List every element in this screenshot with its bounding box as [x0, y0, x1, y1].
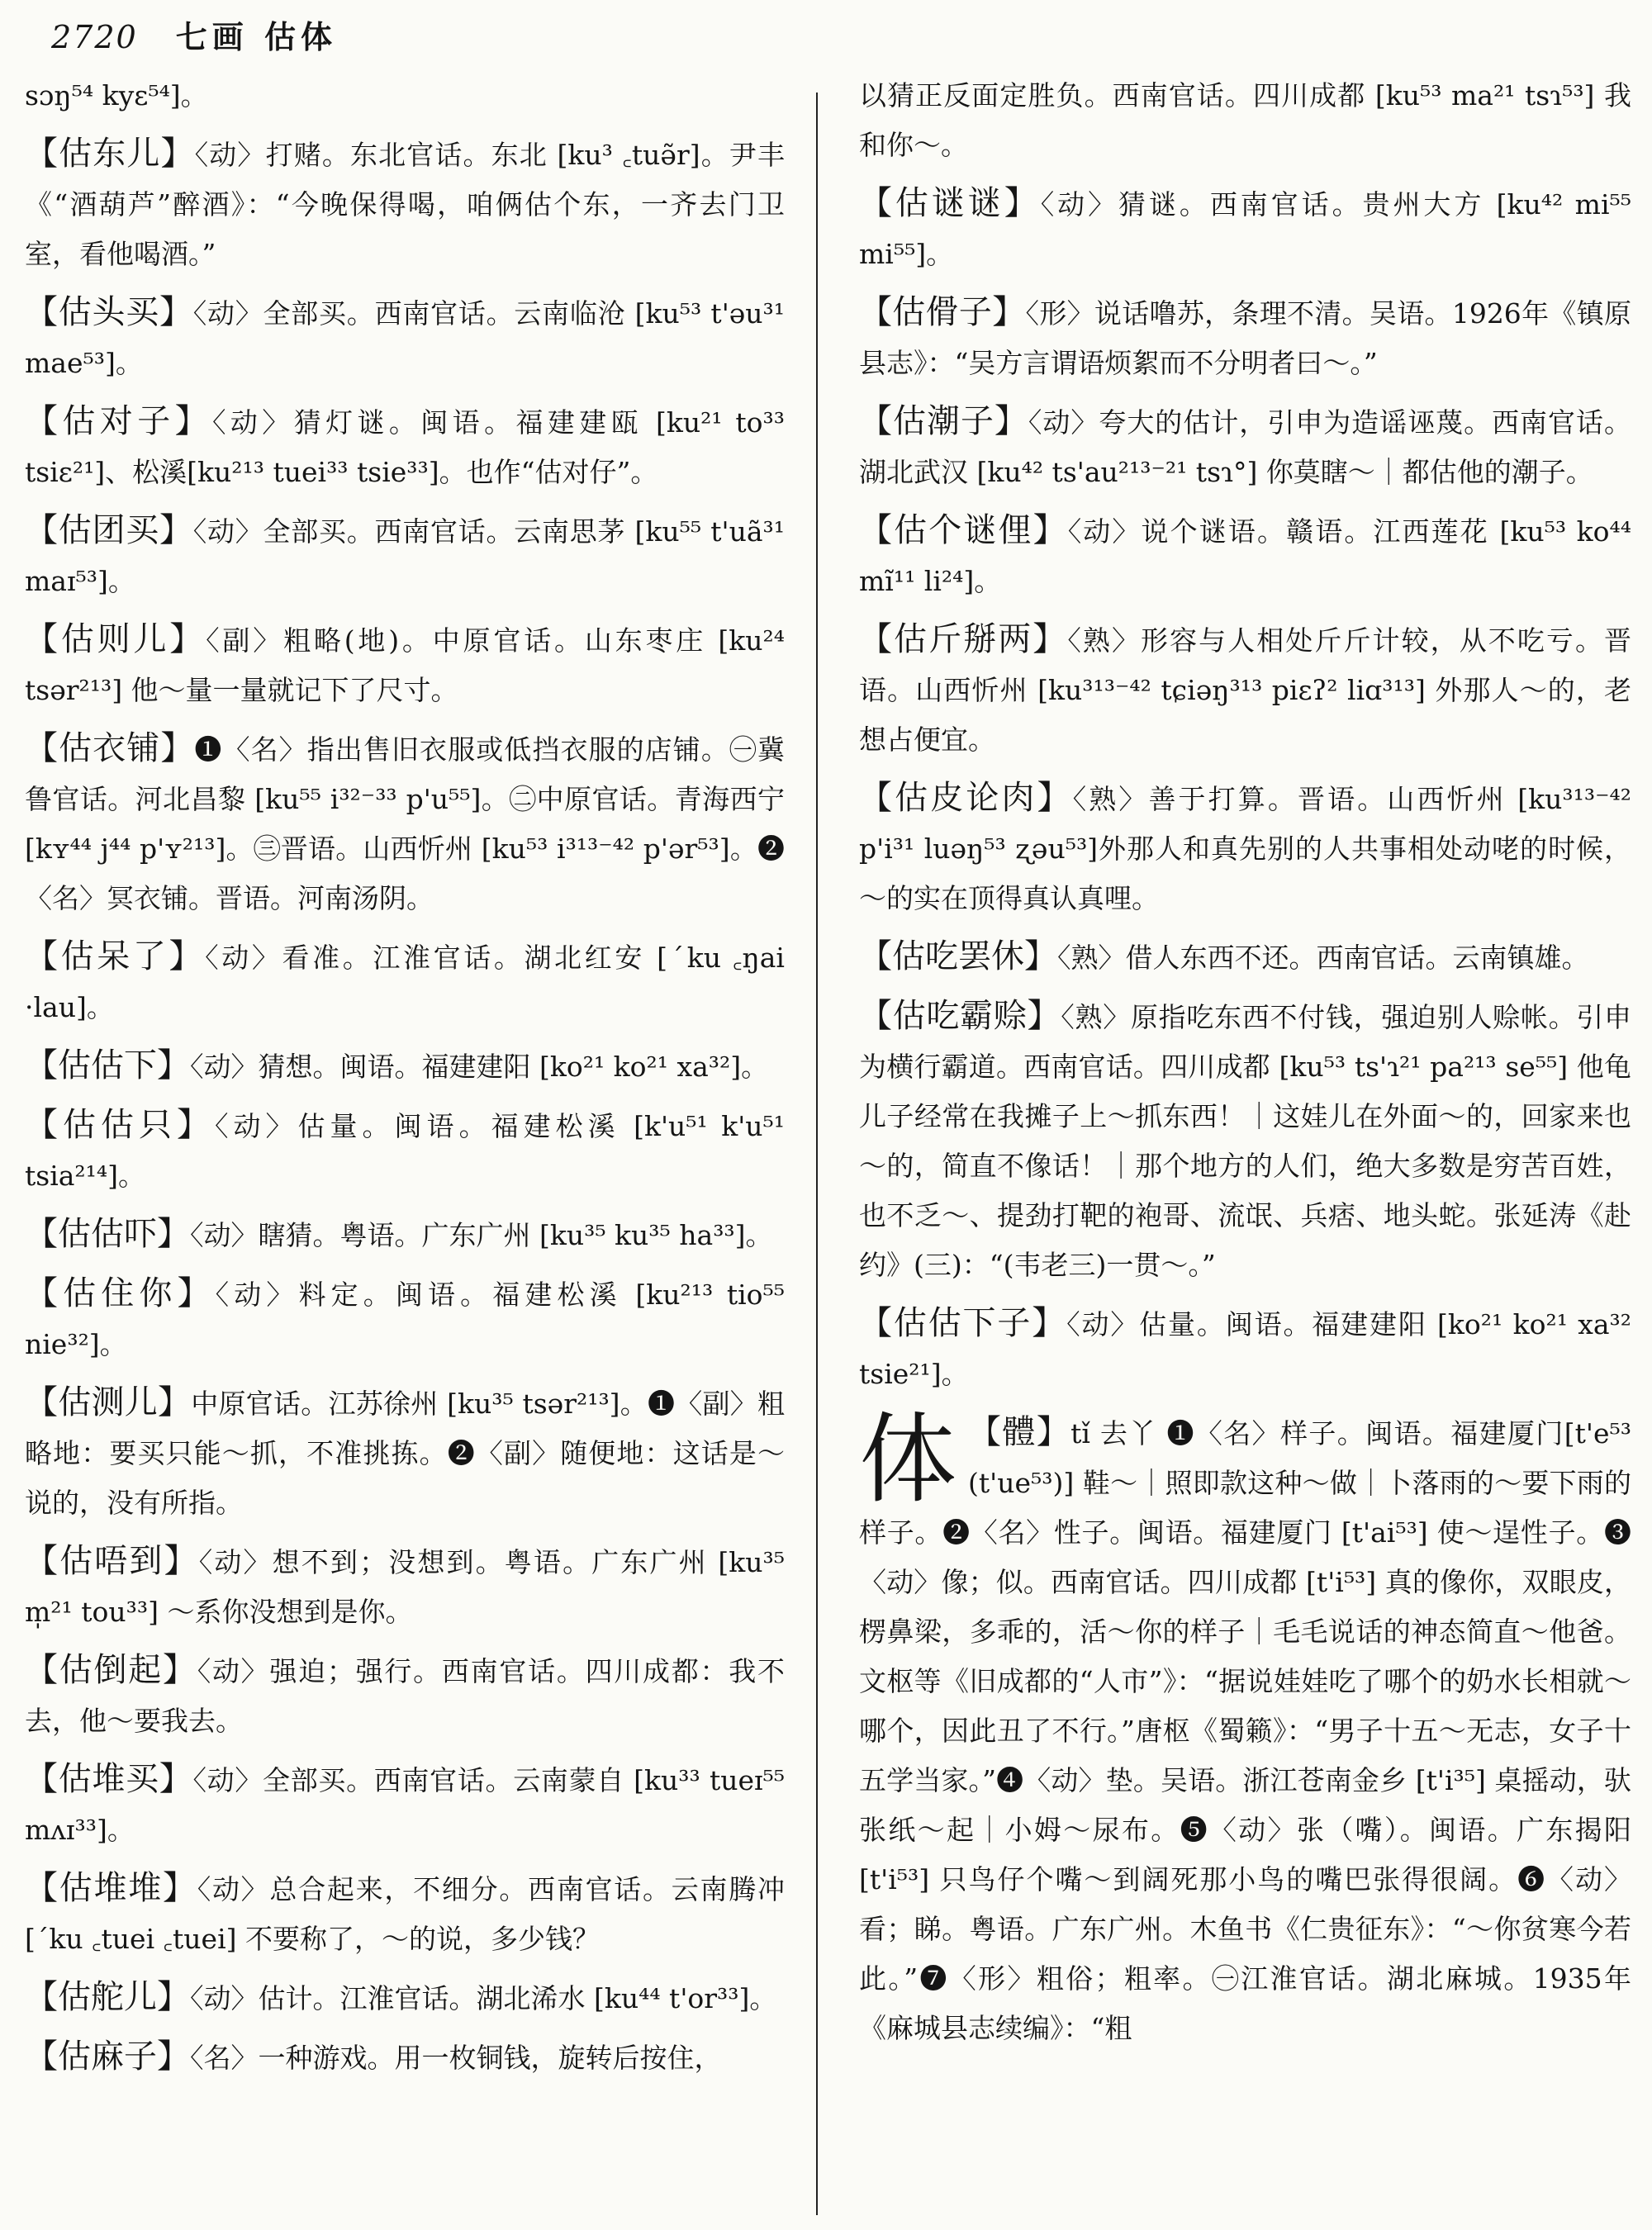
definition-text: 〈名〉一种游戏。用一枚铜钱，旋转后按住，: [190, 2042, 722, 2074]
dictionary-entry: [25, 1269, 785, 1369]
headword: 【估堆买】: [25, 1760, 193, 1798]
dictionary-entry: [25, 724, 785, 923]
headword: 【估堆堆】: [25, 1869, 197, 1907]
dictionary-entry: [25, 1536, 785, 1637]
dictionary-entry: [25, 505, 785, 606]
headword: 【估谜谜】: [859, 184, 1041, 222]
definition-text: 〈动〉猜想。闽语。福建建阳 [ko²¹ ko²¹ xa³²]。: [190, 1051, 769, 1083]
definition-text: 〈动〉估计。江淮官话。湖北浠水 [ku⁴⁴ t'or³³]。: [190, 1982, 777, 2014]
dictionary-entry: [859, 1298, 1631, 1399]
dictionary-entry: [25, 1209, 785, 1260]
dictionary-entry: [25, 287, 785, 388]
definition-text: 〈动〉看准。江淮官话。湖北红安 [ˊku ꜀ŋai ·lau]。: [25, 942, 785, 1023]
headword: 【估皮论肉】: [859, 779, 1073, 817]
dictionary-entry: [25, 129, 785, 279]
definition-text: tǐ 去丫 ❶〈名〉样子。闽语。福建厦门[t'e⁵³ (t'ue⁵³)] 鞋～｜照即款这种～做｜卜落雨的～要下雨的样子。❷〈名〉性子。闽语。福建厦门 [t'ai⁵³] 使～逞性子。❸〈动〉像；似。西南官话。四川成都 [t'i⁵³] 真的像你，双眼皮，楞鼻梁，多乖的，活～你的样子｜毛毛说话的神态简直～他爸。文枢等《旧成都的“人市”》：“据说娃娃吃了哪个的奶水长相就～哪个，因此丑了不行。”唐枢《蜀籁》：“男子十五～无志，女子十五学当家。”❹〈动〉垫。吴语。浙江苍南金乡 [t'i³⁵] 桌摇动，驮张纸～起｜小姆～尿布。❺〈动〉张（嘴）。闽语。广东揭阳 [t'i⁵³] 只鸟仔个嘴～到阔死那小鸟的嘴巴张得很阔。❻〈动〉看；睇。粤语。广东广州。木鱼书《仁贵征东》：“～你贫寒今若此。”❼〈形〉粗俗；粗率。㊀江淮官话。湖北麻城。1935年《麻城县志续编》：“粗: [859, 1417, 1631, 2044]
headword: 【估吃罢休】: [859, 937, 1057, 975]
dictionary-entry: [25, 1863, 785, 1964]
headword: 【估潮子】: [859, 402, 1028, 440]
dictionary-entry: [859, 932, 1631, 983]
dictionary-entry: [25, 1754, 785, 1855]
headword: 【估个谜俚】: [859, 511, 1068, 549]
definition-text: 〈熟〉善于打算。晋语。山西忻州 [ku³¹³⁻⁴² p'i³¹ luəŋ⁵³ ʐəu⁵³]外那人和真先别的人共事相处动咾的时候，～的实在顶得真认真哩。: [859, 783, 1631, 914]
definition-text: 〈形〉说话噜苏，条理不清。吴语。1926年《镇原县志》：“吴方言谓语烦絮而不分明者曰～。”: [859, 297, 1631, 379]
dictionary-entry: [859, 178, 1631, 279]
headword: 【估对子】: [25, 402, 212, 440]
definition-text: 〈动〉猜谜。西南官话。贵州大方 [ku⁴² mi⁵⁵ mi⁵⁵]。: [859, 188, 1631, 270]
left-column: [25, 71, 785, 2218]
definition-text: 〈熟〉借人东西不还。西南官话。云南镇雄。: [1057, 942, 1589, 974]
headword: 【估吃霸赊】: [859, 997, 1061, 1035]
headword: 【估估下子】: [859, 1304, 1067, 1342]
dictionary-entry: [25, 1378, 785, 1528]
right-column: [859, 71, 1631, 2218]
definition-text: sɔŋ⁵⁴ kyɛ⁵⁴]。: [25, 79, 208, 112]
headword: 【估估只】: [25, 1106, 216, 1144]
dictionary-entry: [859, 614, 1631, 765]
headword: 【估麻子】: [25, 2038, 190, 2076]
dictionary-entry: [25, 1645, 785, 1746]
definition-text: 〈动〉全部买。西南官话。云南临沧 [ku⁵³ t'əu³¹ mae⁵³]。: [25, 297, 785, 379]
definition-text: 〈动〉说个谜语。赣语。江西莲花 [ku⁵³ ko⁴⁴ mĩ¹¹ li²⁴]。: [859, 515, 1631, 597]
dictionary-entry: [859, 287, 1631, 388]
definition-text: 中原官话。江苏徐州 [ku³⁵ tsər²¹³]。❶〈副〉粗略地：要买只能～抓，不准挑拣。❷〈副〉随便地：这话是～说的，没有所指。: [25, 1388, 785, 1519]
headword: 【估东儿】: [25, 135, 195, 173]
entry-character: 体: [859, 1402, 957, 1516]
dictionary-entry: [25, 614, 785, 715]
headword: 【估衣铺】: [25, 729, 195, 767]
definition-text: 〈动〉想不到；没想到。粤语。广东广州 [ku³⁵ m̩²¹ tou³³] ～系你没想到是你。: [25, 1546, 785, 1628]
headword: 【估估吓】: [25, 1215, 190, 1253]
headword: 【估住你】: [25, 1274, 216, 1312]
definition-text: 〈动〉全部买。西南官话。云南蒙自 [ku³³ tueɪ⁵⁵ mʌɪ³³]。: [25, 1764, 785, 1846]
headword: 【體】: [968, 1413, 1071, 1451]
headword: 【估头买】: [25, 293, 193, 331]
running-head: 七画 估体: [175, 18, 337, 55]
definition-text: 〈动〉打赌。东北官话。东北 [ku³ ꜀tuə̃r]。尹丰《“酒葫芦”醉酒》：“今晚保得喝，咱俩估个东，一齐去门卫室，看他喝酒。”: [25, 139, 785, 270]
definition-text: 〈动〉估量。闽语。福建建阳 [ko²¹ ko²¹ xa³² tsie²¹]。: [859, 1308, 1631, 1390]
definition-text: 〈动〉料定。闽语。福建松溪 [ku²¹³ tio⁵⁵ nie³²]。: [25, 1279, 785, 1360]
headword: 【估呆了】: [25, 937, 206, 975]
dictionary-entry: [25, 396, 785, 497]
dictionary-entry: [25, 1041, 785, 1092]
headword: 【估倒起】: [25, 1651, 197, 1689]
definition-text: 〈副〉粗略(地)。中原官话。山东枣庄 [ku²⁴ tsər²¹³] 他～量一量就记下了尺寸。: [25, 624, 785, 706]
definition-text: 〈动〉总合起来，不细分。西南官话。云南腾冲 [ˊku ꜀tuei ꜀tuei] 不要称了，～的说，多少钱？: [25, 1873, 785, 1955]
headword: 【估测儿】: [25, 1383, 192, 1421]
column-divider: [816, 93, 818, 2215]
headword: 【估估下】: [25, 1046, 190, 1084]
headword: 【估团买】: [25, 511, 193, 549]
dictionary-entry: [25, 932, 785, 1032]
headword: 【估则儿】: [25, 620, 206, 658]
definition-text: 〈动〉强迫；强行。西南官话。四川成都：我不去，他～要我去。: [25, 1655, 785, 1737]
definition-text: 〈熟〉原指吃东西不付钱，强迫别人赊帐。引申为横行霸道。西南官话。四川成都 [ku⁵³ ts'ɿ²¹ pa²¹³ se⁵⁵] 他龟儿子经常在我摊子上～抓东西！｜这娃儿在外面～的，回家来也～的，简直不像话！｜那个地方的人们，绝大多数是穷苦百姓，也不乏～、提劲打靶的袍哥、流氓、兵痞、地头蛇。张延涛《赴约》(三)：“(韦老三)一贯～。”: [859, 1001, 1631, 1281]
dictionary-entry: [859, 505, 1631, 606]
definition-text: 〈动〉夸大的估计，引申为造谣诬蔑。西南官话。湖北武汉 [ku⁴² ts'au²¹³⁻²¹ tsɿ°] 你莫瞎～｜都估他的潮子。: [859, 406, 1631, 488]
dictionary-entry: [25, 1972, 785, 2024]
headword: 【估傦子】: [859, 293, 1026, 331]
page-header: [51, 12, 1621, 69]
page-number: 2720: [51, 19, 138, 55]
definition-text: 〈动〉猜灯谜。闽语。福建建瓯 [ku²¹ to³³ tsiɛ²¹]、松溪[ku²¹³ tuei³³ tsie³³]。也作“估对仔”。: [25, 406, 785, 488]
definition-text: 以猜正反面定胜负。西南官话。四川成都 [ku⁵³ ma²¹ tsɿ⁵³] 我和你～。: [859, 79, 1631, 161]
dictionary-entry: [25, 1100, 785, 1201]
dictionary-entry: [25, 71, 785, 121]
dictionary-entry: [25, 2032, 785, 2083]
definition-text: 〈动〉估量。闽语。福建松溪 [k'u⁵¹ k'u⁵¹ tsia²¹⁴]。: [25, 1110, 785, 1192]
dictionary-entry: [859, 71, 1631, 170]
dictionary-entry: [859, 396, 1631, 497]
definition-text: ❶〈名〉指出售旧衣服或低挡衣服的店铺。㊀冀鲁官话。河北昌黎 [ku⁵⁵ i³²⁻³³ p'u⁵⁵]。㊁中原官话。青海西宁 [kʏ⁴⁴ j⁴⁴ p'ʏ²¹³]。㊂晋语。山西忻州 [ku⁵³ i³¹³⁻⁴² p'ər⁵³]。❷〈名〉冥衣铺。晋语。河南汤阴。: [25, 733, 785, 914]
definition-text: 〈熟〉形容与人相处斤斤计较，从不吃亏。晋语。山西忻州 [ku³¹³⁻⁴² tɕiəŋ³¹³ piɛʔ² liɑ³¹³] 外那人～的，老想占便宜。: [859, 624, 1631, 756]
definition-text: 〈动〉全部买。西南官话。云南思茅 [ku⁵⁵ t'uã³¹ maɪ⁵³]。: [25, 515, 785, 597]
dictionary-entry: [859, 991, 1631, 1290]
headword: 【估舵儿】: [25, 1978, 190, 2016]
headword: 【估斤掰两】: [859, 620, 1068, 658]
dictionary-entry: [859, 1402, 1631, 2053]
definition-text: 〈动〉瞎猜。粤语。广东广州 [ku³⁵ ku³⁵ ha³³]。: [190, 1219, 773, 1251]
headword: 【估唔到】: [25, 1542, 199, 1580]
dictionary-entry: [859, 773, 1631, 923]
